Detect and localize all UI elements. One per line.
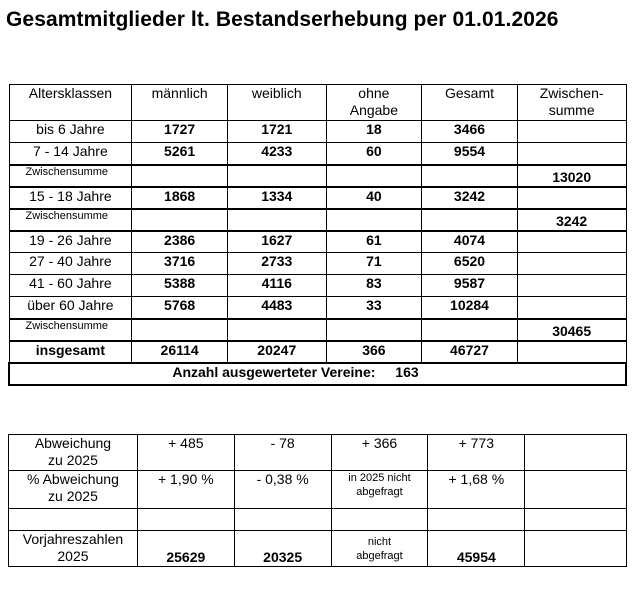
deviation-unspecified: + 366 <box>331 435 428 471</box>
unspecified-count: 61 <box>326 231 422 253</box>
female-count: 4116 <box>227 275 326 297</box>
total-count: 3466 <box>422 121 518 143</box>
percent-male: + 1,90 % <box>137 471 234 509</box>
header-maennlich: männlich <box>132 85 228 121</box>
subtotal-label: Zwischensumme <box>9 165 132 187</box>
total-count: 4074 <box>422 231 518 253</box>
total-row <box>9 341 626 363</box>
age-class: 7 - 14 Jahre <box>9 143 132 165</box>
female-count: 2733 <box>227 253 326 275</box>
unspecified-count: 60 <box>326 143 422 165</box>
total-overall: 46727 <box>422 341 518 363</box>
female-count: 1721 <box>227 121 326 143</box>
male-count: 2386 <box>132 231 228 253</box>
table-row <box>9 275 626 297</box>
subtotal-value: 3242 <box>517 209 626 231</box>
total-count: 10284 <box>422 297 518 319</box>
table-row <box>9 121 626 143</box>
deviation-male: + 485 <box>137 435 234 471</box>
age-class: über 60 Jahre <box>9 297 132 319</box>
total-unspecified: 366 <box>326 341 422 363</box>
subtotal-value: 13020 <box>517 165 626 187</box>
age-class: bis 6 Jahre <box>9 121 132 143</box>
unspecified-count: 18 <box>326 121 422 143</box>
percent-unspecified: in 2025 nicht abgefragt <box>331 471 428 509</box>
total-count: 3242 <box>422 187 518 209</box>
total-female: 20247 <box>227 341 326 363</box>
total-label: insgesamt <box>9 341 132 363</box>
male-count: 5768 <box>132 297 228 319</box>
subtotal-cell <box>517 143 626 165</box>
male-count: 3716 <box>132 253 228 275</box>
total-count: 9587 <box>422 275 518 297</box>
subtotal-cell <box>517 253 626 275</box>
previous-year-row <box>9 531 627 567</box>
deviation-label: Abweichung zu 2025 <box>9 435 138 471</box>
male-count: 1727 <box>132 121 228 143</box>
percent-deviation-row <box>9 471 627 509</box>
subtotal-cell <box>517 275 626 297</box>
clubs-label: Anzahl ausgewerteter Vereine: <box>172 363 376 380</box>
male-count: 5388 <box>132 275 228 297</box>
subtotal-cell <box>517 121 626 143</box>
table-row <box>9 253 626 275</box>
header-ohne-angabe: ohne Angabe <box>326 85 422 121</box>
empty-row <box>9 509 627 531</box>
clubs-evaluated <box>9 363 626 385</box>
unspecified-count: 71 <box>326 253 422 275</box>
deviation-table <box>8 434 627 567</box>
female-count: 1334 <box>227 187 326 209</box>
male-count: 1868 <box>132 187 228 209</box>
total-male: 26114 <box>132 341 228 363</box>
age-class: 27 - 40 Jahre <box>9 253 132 275</box>
age-class: 41 - 60 Jahre <box>9 275 132 297</box>
previous-total: 45954 <box>428 531 525 567</box>
header-gesamt: Gesamt <box>422 85 518 121</box>
deviation-row <box>9 435 627 471</box>
header-row <box>9 85 626 121</box>
total-count: 6520 <box>422 253 518 275</box>
clubs-row <box>9 363 626 385</box>
male-count: 5261 <box>132 143 228 165</box>
table-row <box>9 231 626 253</box>
subtotal-cell <box>517 231 626 253</box>
subtotal-cell <box>517 187 626 209</box>
header-altersklassen: Altersklassen <box>9 85 132 121</box>
percent-female: - 0,38 % <box>234 471 331 509</box>
deviation-female: - 78 <box>234 435 331 471</box>
female-count: 1627 <box>227 231 326 253</box>
member-statistics-table <box>8 84 627 386</box>
female-count: 4233 <box>227 143 326 165</box>
subtotal-row <box>9 165 626 187</box>
previous-unspecified: nicht abgefragt <box>331 531 428 567</box>
subtotal-label: Zwischensumme <box>9 319 132 341</box>
table-row <box>9 143 626 165</box>
table-row <box>9 297 626 319</box>
previous-male: 25629 <box>137 531 234 567</box>
table-row <box>9 187 626 209</box>
percent-deviation-label: % Abweichung zu 2025 <box>9 471 138 509</box>
total-count: 9554 <box>422 143 518 165</box>
header-zwischensumme: Zwischen- summe <box>517 85 626 121</box>
age-class: 15 - 18 Jahre <box>9 187 132 209</box>
page-title: Gesamtmitglieder lt. Bestandserhebung per 01.01.2026 <box>6 8 559 31</box>
clubs-value: 163 <box>395 363 419 380</box>
subtotal-row <box>9 209 626 231</box>
unspecified-count: 83 <box>326 275 422 297</box>
percent-total: + 1,68 % <box>428 471 525 509</box>
header-weiblich: weiblich <box>227 85 326 121</box>
previous-female: 20325 <box>234 531 331 567</box>
previous-year-label: Vorjahreszahlen 2025 <box>9 531 138 567</box>
unspecified-count: 40 <box>326 187 422 209</box>
deviation-total: + 773 <box>428 435 525 471</box>
subtotal-row <box>9 319 626 341</box>
subtotal-label: Zwischensumme <box>9 209 132 231</box>
unspecified-count: 33 <box>326 297 422 319</box>
female-count: 4483 <box>227 297 326 319</box>
subtotal-cell <box>517 297 626 319</box>
age-class: 19 - 26 Jahre <box>9 231 132 253</box>
subtotal-value: 30465 <box>517 319 626 341</box>
